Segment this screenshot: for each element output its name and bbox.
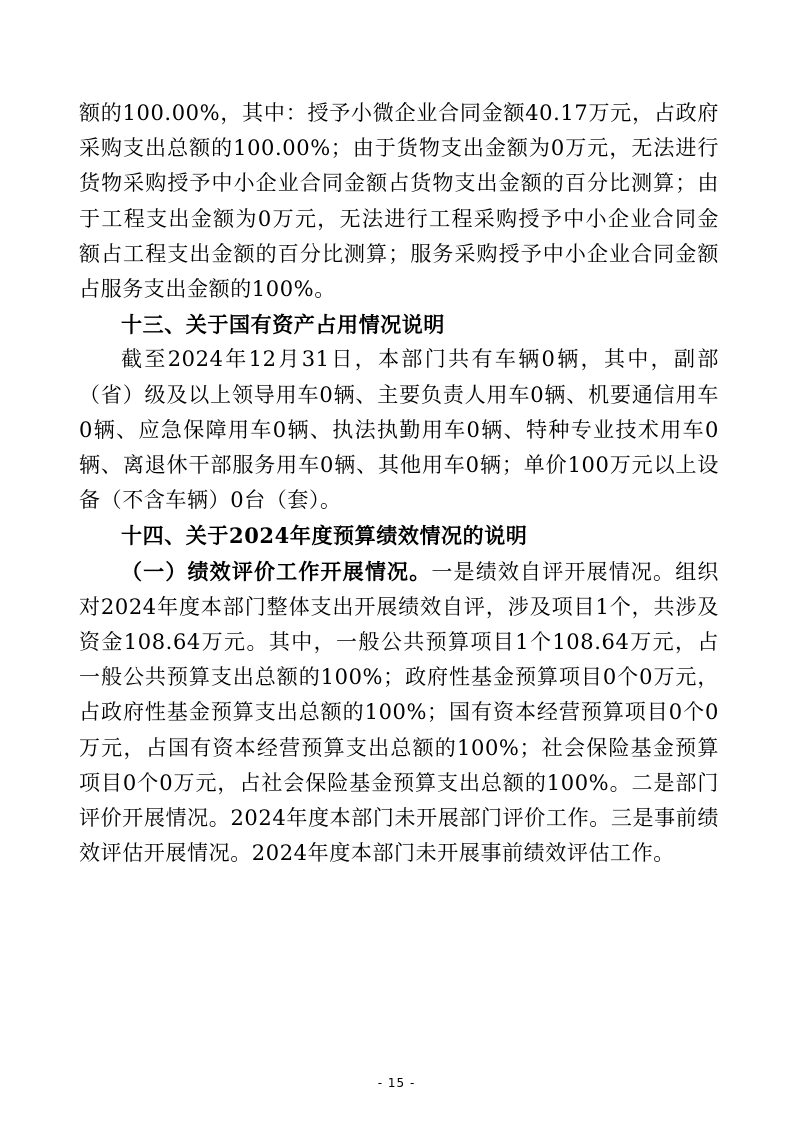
subheading-evaluation-work: （一）绩效评价工作开展情况。	[121, 558, 432, 584]
paragraph-vehicle-assets: 截至2024年12月31日，本部门共有车辆0辆，其中，副部（省）级及以上领导用车0辆、主要负责人用车0辆、机要通信用车0辆、应急保障用车0辆、执法执勤用车0辆、特种专业技术用车0辆、离退休干部服务用车0辆、其他用车0辆；单价100万元以上设备（不含车辆）0台（套）。	[79, 347, 719, 513]
document-page	[79, 96, 719, 871]
section-heading-performance: 十四、关于2024年度预算绩效情况的说明	[121, 523, 528, 549]
paragraph-performance-body: 一是绩效自评开展情况。组织对2024年度本部门整体支出开展绩效自评，涉及项目1个，共涉及资金108.64万元。其中，一般公共预算项目1个108.64万元，占一般公共预算支出总额的100%；政府性基金预算项目0个0万元，占政府性基金预算支出总额的100%；国有资本经营预算项目0个0万元，占国有资本经营预算支出总额的100%；社会保险基金预算项目0个0万元，占社会保险基金预算支出总额的100%。二是部门评价开展情况。2024年度本部门未开展部门评价工作。三是事前绩效评估开展情况。2024年度本部门未开展事前绩效评估工作。	[79, 559, 719, 866]
page-number: - 15 -	[377, 1076, 416, 1090]
section-heading-state-assets: 十三、关于国有资产占用情况说明	[121, 312, 445, 338]
paragraph-procurement-continued: 额的100.00%，其中：授予小微企业合同金额40.17万元，占政府采购支出总额的100.00%；由于货物支出金额为0万元，无法进行货物采购授予中小企业合同金额占货物支出金额的百分比测算；由于工程支出金额为0万元，无法进行工程采购授予中小企业合同金额占工程支出金额的百分比测算；服务采购授予中小企业合同金额占服务支出金额的100%。	[79, 101, 719, 302]
paragraph-performance-evaluation	[79, 554, 719, 872]
